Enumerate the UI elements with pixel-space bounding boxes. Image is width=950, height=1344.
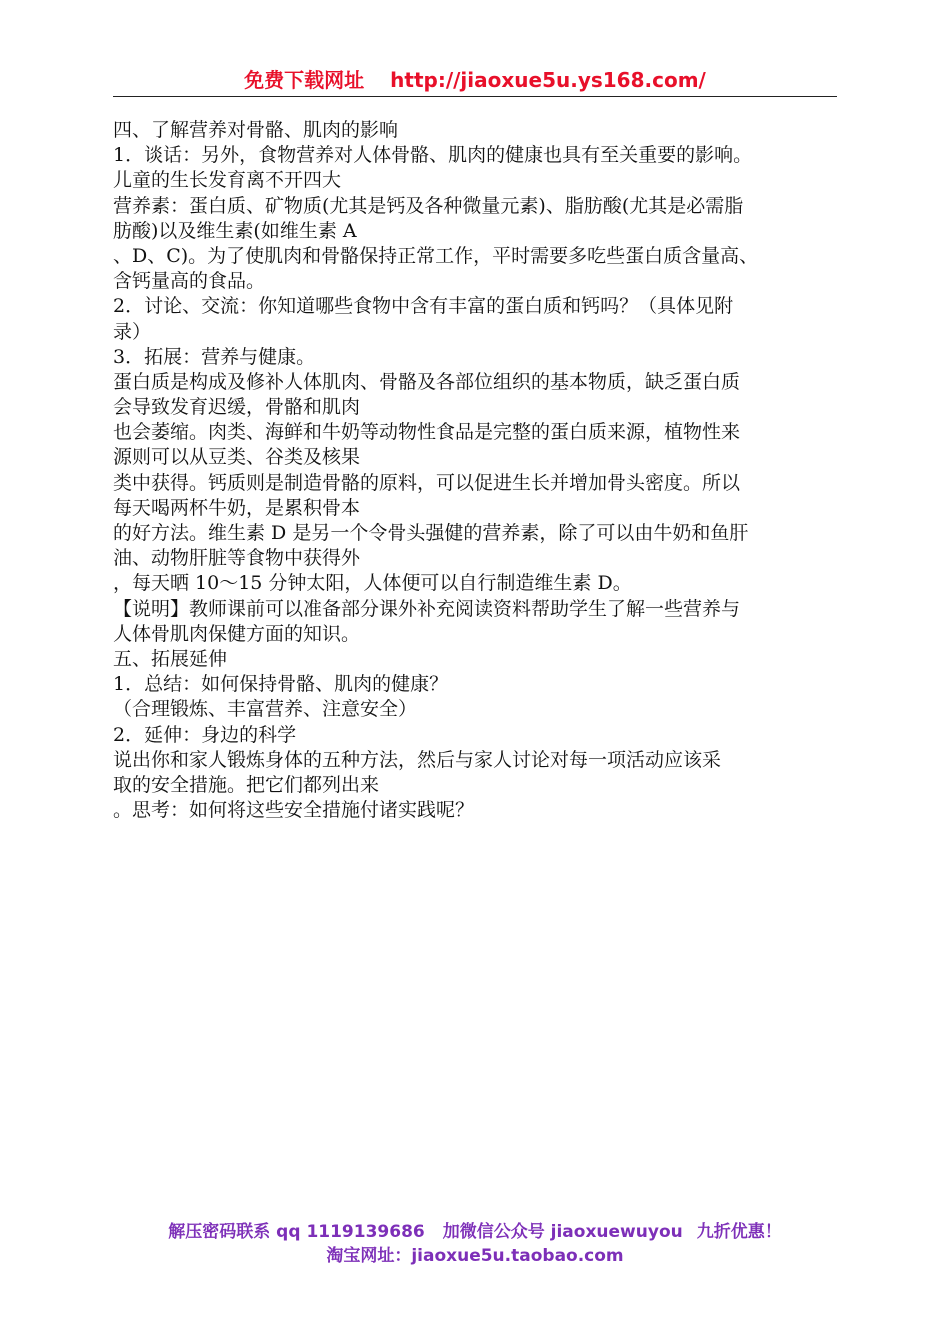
text-line: 会导致发育迟缓，骨骼和肌肉 xyxy=(113,396,361,419)
text-line: 儿童的生长发育离不开四大 xyxy=(113,169,342,192)
footer-qq-text: 解压密码联系 qq 1119139686 xyxy=(168,1222,425,1242)
text-line: 2．延伸：身边的科学 xyxy=(113,723,297,746)
text-line: 营养素：蛋白质、矿物质(尤其是钙及各种微量元素)、脂肪酸(尤其是必需脂 xyxy=(113,194,744,217)
text-line: 油、动物肝脏等食物中获得外 xyxy=(113,547,361,570)
text-line: 、D、C)。为了使肌肉和骨骼保持正常工作，平时需要多吃些蛋白质含量高、 xyxy=(113,244,759,267)
text-line: 。思考：如何将这些安全措施付诸实践呢？ xyxy=(113,799,475,822)
section-heading-4: 四、了解营养对骨骼、肌肉的影响 xyxy=(113,119,399,141)
text-line: 录） xyxy=(113,320,152,343)
text-line: 类中获得。钙质则是制造骨骼的原料，可以促进生长并增加骨头密度。所以 xyxy=(113,471,741,494)
text-line: 1．总结：如何保持骨骼、肌肉的健康？ xyxy=(113,673,449,696)
footer-discount-text: 九折优惠！ xyxy=(696,1222,782,1242)
text-line: 的好方法。维生素 D 是另一个令骨头强健的营养素，除了可以由牛奶和鱼肝 xyxy=(113,522,749,544)
text-line: ，每天晒 10～15 分钟太阳，人体便可以自行制造维生素 D。 xyxy=(113,572,632,595)
page-footer xyxy=(0,1220,950,1268)
note-line: 【说明】教师课前可以准备部分课外补充阅读资料帮助学生了解一些营养与 xyxy=(113,597,741,620)
text-line: 2．讨论、交流：你知道哪些食物中含有丰富的蛋白质和钙吗？（具体见附 xyxy=(113,295,734,318)
text-line: 取的安全措施。把它们都列出来 xyxy=(113,773,380,796)
section-heading-5: 五、拓展延伸 xyxy=(113,647,228,670)
text-line: 说出你和家人锻炼身体的五种方法，然后与家人讨论对每一项活动应该采 xyxy=(113,748,722,771)
text-line: 3．拓展：营养与健康。 xyxy=(113,345,316,368)
footer-wechat-text: 加微信公众号 jiaoxuewuyou xyxy=(442,1222,683,1242)
text-line: 每天喝两杯牛奶，是累积骨本 xyxy=(113,496,361,519)
header-url-link[interactable]: http://jiaoxue5u.ys168.com/ xyxy=(390,68,706,92)
note-line: 人体骨肌肉保健方面的知识。 xyxy=(113,622,361,645)
text-line: 含钙量高的食品。 xyxy=(113,270,266,293)
text-line: 肪酸)以及维生素(如维生素 A xyxy=(113,219,357,242)
text-line: 1．谈话：另外，食物营养对人体骨骼、肌肉的健康也具有至关重要的影响。 xyxy=(113,144,753,167)
text-line: 源则可以从豆类、谷类及核果 xyxy=(113,446,361,469)
footer-taobao-line[interactable]: 淘宝网址：jiaoxue5u.taobao.com xyxy=(326,1246,624,1266)
document-body xyxy=(113,118,837,823)
text-line: 蛋白质是构成及修补人体肌肉、骨骼及各部位组织的基本物质，缺乏蛋白质 xyxy=(113,370,741,393)
text-line: 也会萎缩。肉类、海鲜和牛奶等动物性食品是完整的蛋白质来源，植物性来 xyxy=(113,421,741,444)
page-header xyxy=(113,64,837,97)
text-line: （合理锻炼、丰富营养、注意安全） xyxy=(113,698,418,721)
header-download-label: 免费下载网址 xyxy=(244,68,365,92)
footer-contact-line xyxy=(0,1220,950,1244)
